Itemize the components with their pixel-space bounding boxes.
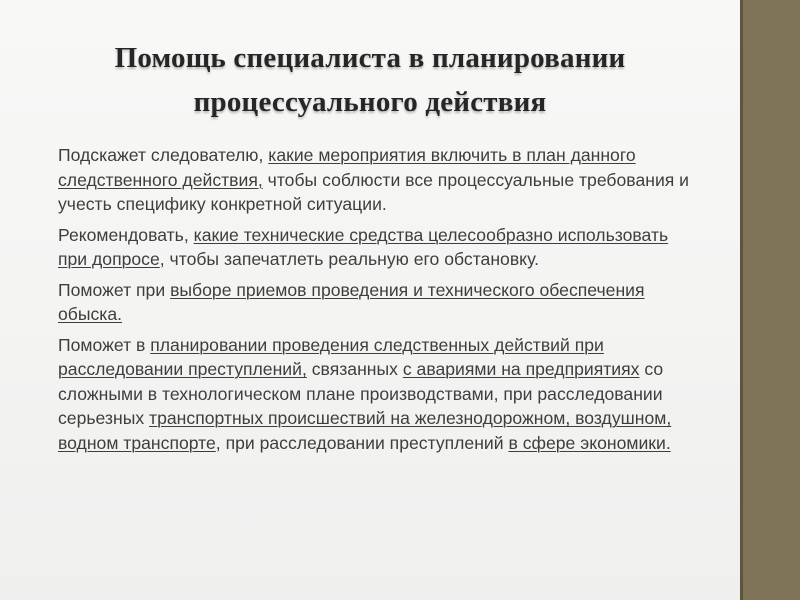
paragraph-4-text-4: , при расследовании преступлений	[215, 432, 509, 453]
paragraph-4-underlined-4: в сфере экономики.	[508, 432, 671, 453]
sidebar-accent-bar	[740, 0, 800, 600]
paragraph-3-text-1: Поможет при	[58, 279, 171, 300]
slide-title-line-1: Помощь специалиста в планировании	[114, 42, 626, 74]
paragraph-4-underlined-3: транспортных происшествий на железнодорожном, воздушном, водном транспорте	[58, 408, 672, 453]
paragraph-4-text-3: со сложными в технологическом плане производствами, при расследовании серьезных	[58, 359, 664, 428]
paragraph-3-underlined-1: выборе приемов проведения и технического обеспечения обыска.	[58, 279, 645, 324]
paragraph-3	[58, 278, 698, 327]
paragraph-4-underlined-1: планировании проведения следственных действий при расследовании преступлений,	[58, 334, 604, 379]
slide-title-line-2: процессуального действия	[193, 86, 547, 118]
paragraph-2-underlined-1: какие технические средства целесообразно использовать при допросе	[58, 224, 669, 269]
paragraph-2-text-1: Рекомендовать,	[58, 224, 194, 245]
paragraph-4-text-1: Поможет в	[58, 334, 151, 355]
paragraph-4	[58, 333, 698, 456]
paragraph-1	[58, 143, 698, 217]
paragraph-4-underlined-2: с авариями на предприятиях	[402, 359, 640, 379]
slide-title	[0, 36, 740, 124]
paragraph-1-text-1: Подскажет следователю,	[58, 145, 269, 165]
sidebar-accent-stripe	[740, 0, 743, 600]
paragraph-4-text-2: связанных	[306, 359, 403, 379]
slide-body	[58, 143, 698, 461]
paragraph-1-underlined-1: какие мероприятия включить в план данного следственного действия,	[58, 145, 636, 190]
paragraph-2-text-2: , чтобы запечатлеть реальную его обстановку.	[159, 249, 540, 269]
paragraph-2	[58, 223, 698, 272]
paragraph-1-text-2: чтобы соблюсти все процессуальные требования и учесть специфику конкретной ситуации.	[58, 169, 690, 214]
